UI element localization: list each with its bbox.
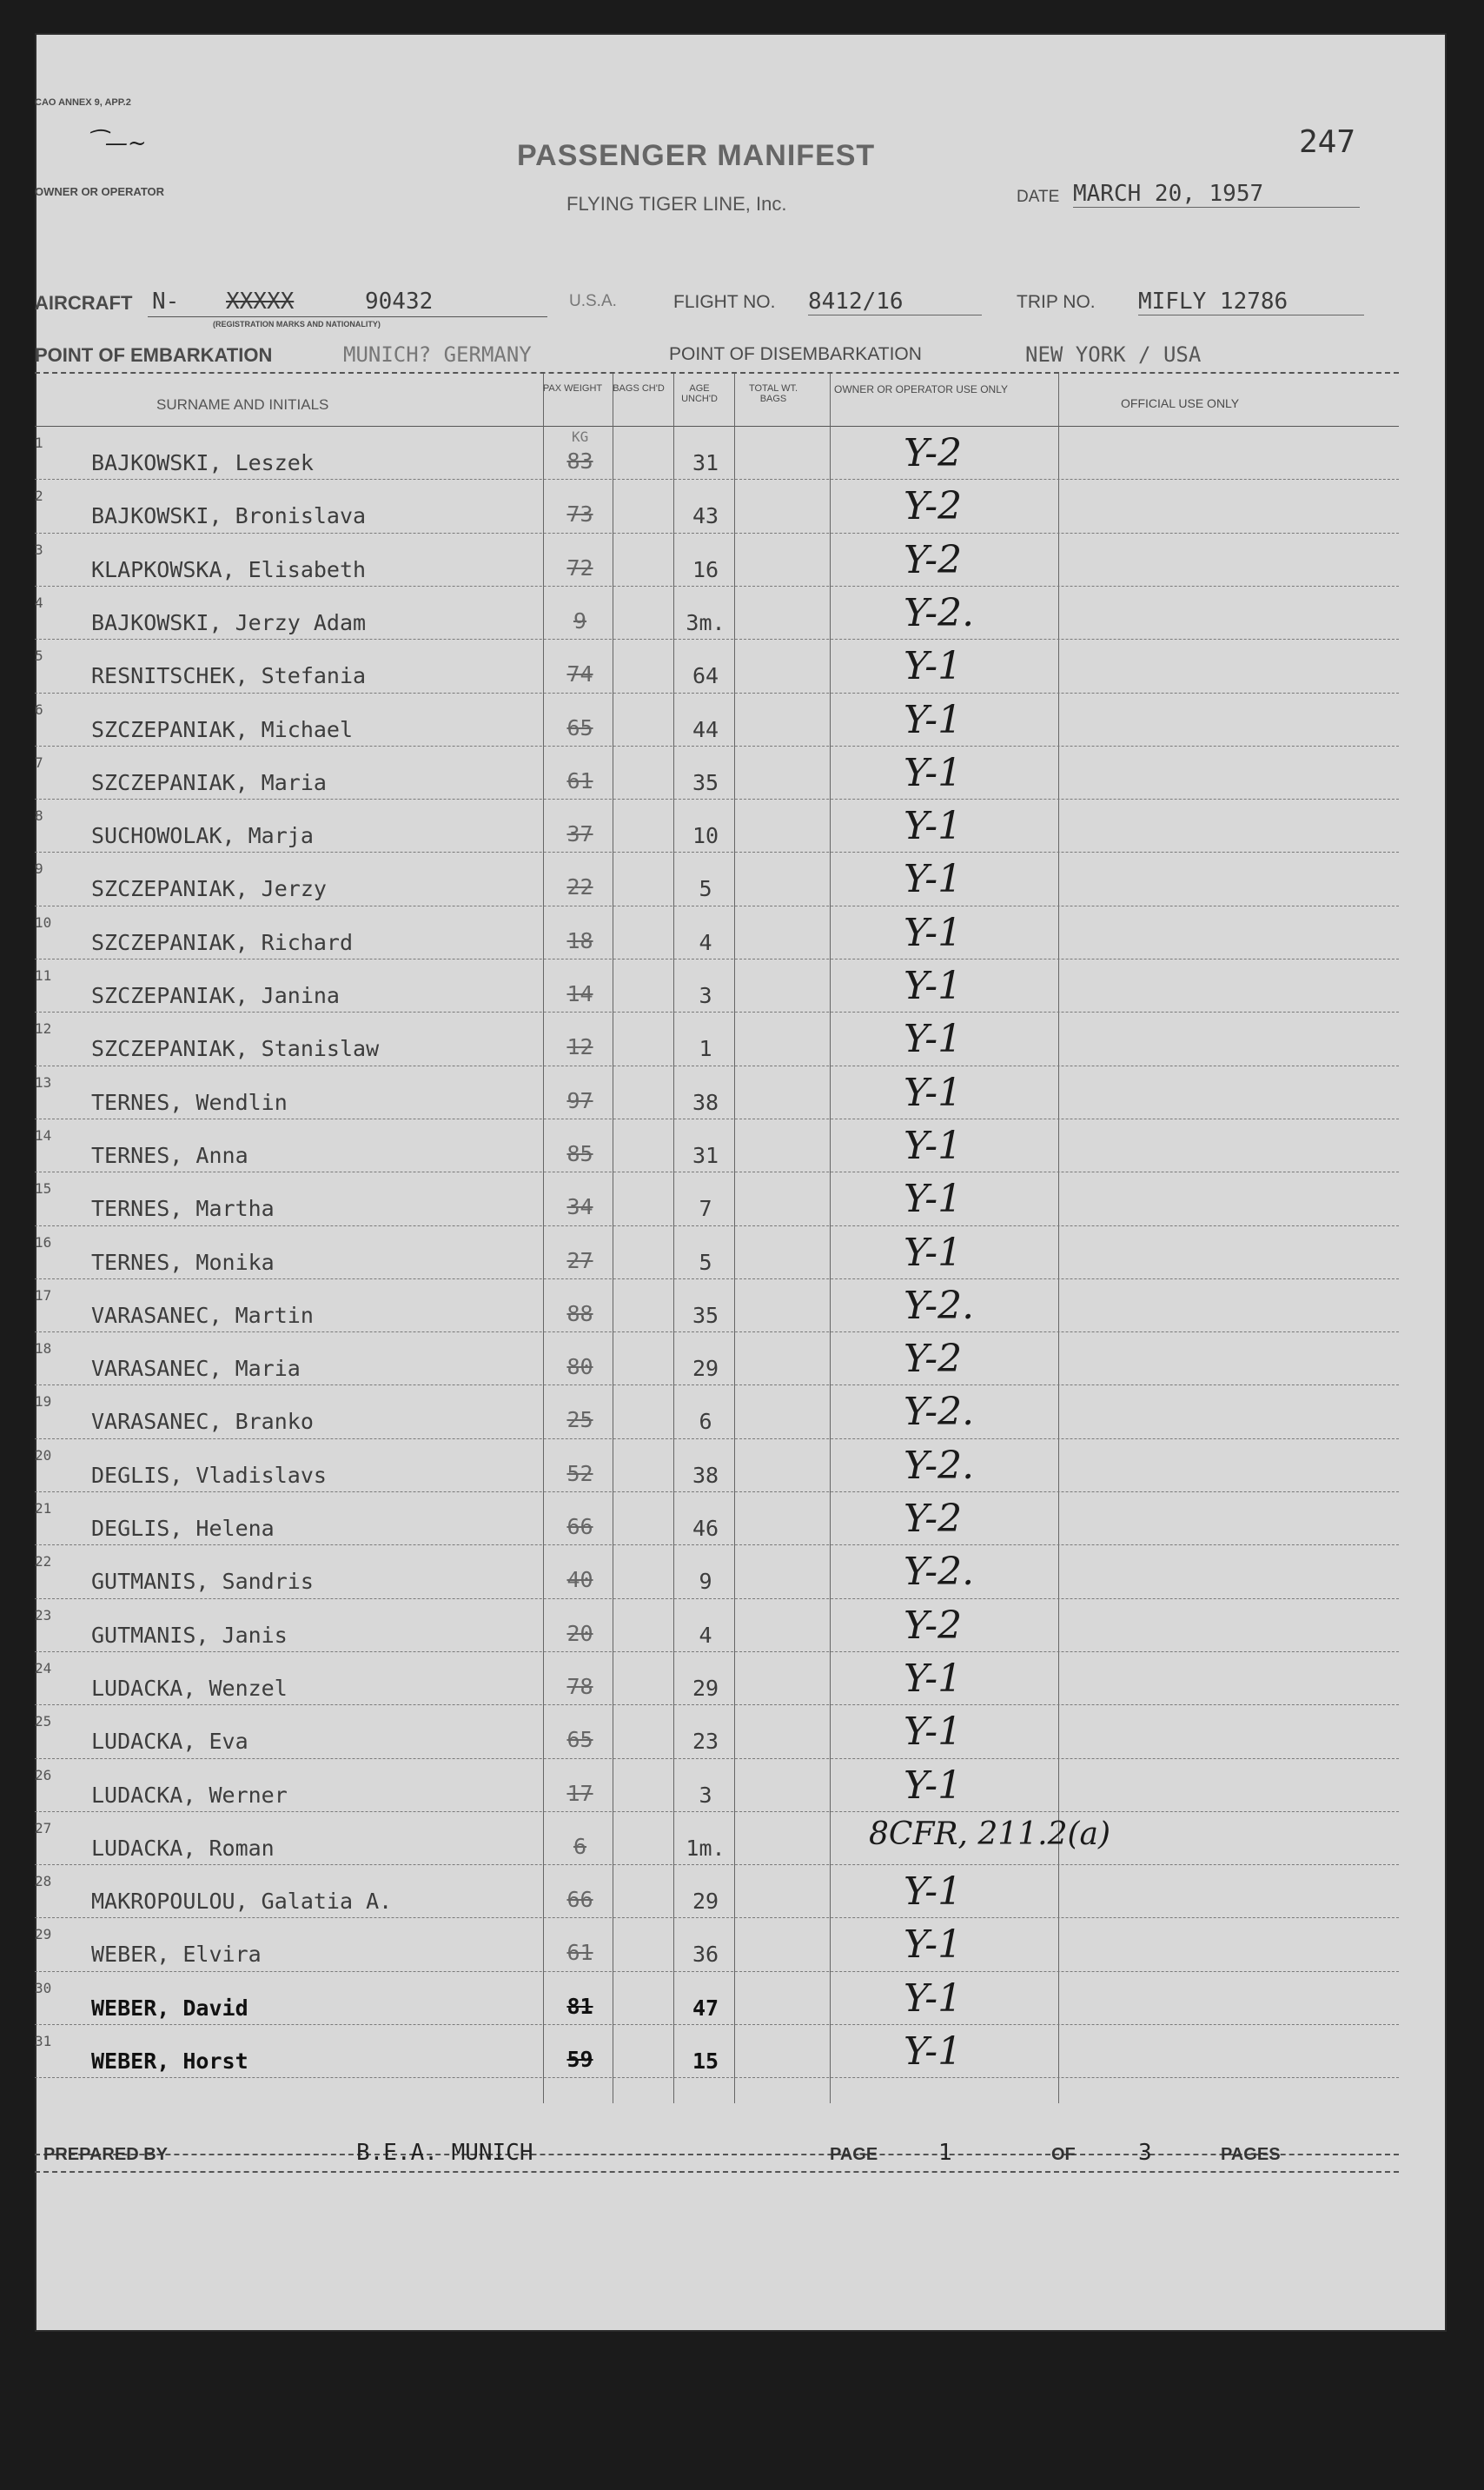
row-number: 13 [35,1073,52,1091]
owner-use-code: Y-1 [904,1869,963,1915]
pax-weight: 78 [566,1673,593,1699]
col-owner-use: OWNER OR OPERATOR USE ONLY [833,383,1009,395]
row-divider [35,1811,1399,1812]
owner-use-code: Y-2 [904,484,963,529]
passenger-name: RESNITSCHEK, Stefania [91,663,367,689]
row-number: 23 [35,1606,52,1623]
row-number: 15 [35,1180,52,1198]
passenger-name: TERNES, Anna [91,1142,248,1168]
row-divider [35,1331,1399,1332]
owner-use-code: Y-1 [904,910,963,955]
row-number: 2 [35,488,43,505]
row-number: 19 [35,1393,52,1411]
pax-weight: 17 [566,1780,593,1806]
row-divider [35,1225,1399,1226]
pax-weight: 72 [566,554,593,581]
passenger-age: 7 [699,1196,712,1222]
flight-value: 8412/16 [808,289,982,315]
passenger-name: LUDACKA, Roman [91,1835,275,1861]
passenger-age: 4 [699,929,712,955]
of-value: 3 [1138,2140,1152,2166]
trip-value: MIFLY 12786 [1138,289,1364,315]
passenger-name: TERNES, Monika [91,1249,275,1275]
passenger-name: LUDACKA, Eva [91,1729,248,1755]
owner-use-code: Y-1 [904,1975,963,2021]
row-divider [35,1438,1399,1439]
row-number: 25 [35,1713,52,1730]
row-number: 12 [35,1020,52,1038]
owner-use-code: Y-1 [904,1070,963,1115]
passenger-name: WEBER, Elvira [91,1942,262,1968]
passenger-age: 3m. [686,609,725,635]
passenger-name: VARASANEC, Branko [91,1409,314,1435]
pax-weight: 83 [566,448,593,474]
passenger-age: 4 [699,1622,712,1648]
owner-use-code: Y-2 [904,1337,963,1382]
pax-weight: 65 [566,1727,593,1753]
pax-weight: 34 [566,1194,593,1220]
row-divider [35,693,1399,694]
row-divider [35,1864,1399,1865]
pax-weight: 40 [566,1567,593,1593]
pax-weight: 20 [566,1620,593,1646]
passenger-name: GUTMANIS, Janis [91,1622,288,1648]
owner-use-code: Y-1 [904,1763,963,1808]
row-number: 16 [35,1233,52,1251]
col-pax-weight: PAX WEIGHT [542,383,603,394]
disembarkation-value: NEW YORK / USA [1025,342,1202,367]
owner-use-code: Y-2 [904,1497,963,1541]
owner-use-code: Y-2. [904,590,975,635]
row-divider [35,1544,1399,1545]
pax-weight: 25 [566,1407,593,1433]
owner-operator-label: OWNER OR OPERATOR [35,185,165,198]
passenger-age: 5 [699,876,712,902]
passenger-name: SZCZEPANIAK, Janina [91,983,340,1008]
row-number: 20 [35,1446,52,1464]
passenger-name: SUCHOWOLAK, Marja [91,823,314,849]
owner-use-code: Y-2. [904,1443,975,1488]
row-divider [35,1598,1399,1599]
prepared-by-label: PREPARED BY [43,2145,168,2164]
passenger-name: VARASANEC, Martin [91,1302,314,1328]
row-divider [35,2024,1399,2025]
row-number: 17 [35,1286,52,1304]
row-number: 8 [35,807,43,825]
row-divider [35,1704,1399,1705]
embarkation-value: MUNICH? GERMANY [343,342,532,367]
pax-weight: 61 [566,767,593,793]
col-surname: SURNAME AND INITIALS [156,396,329,413]
passenger-age: 29 [692,1356,719,1382]
row-number: 7 [35,754,43,771]
col-bags: BAGS CH'D [613,383,665,394]
owner-use-code: Y-2. [904,1550,975,1595]
row-divider [35,1651,1399,1652]
pax-weight: 97 [566,1087,593,1113]
owner-use-code: Y-1 [904,750,963,795]
passenger-name: BAJKOWSKI, Leszek [91,450,314,475]
passenger-name: TERNES, Martha [91,1196,275,1222]
owner-use-code: Y-1 [904,1123,963,1168]
owner-use-code: Y-1 [904,1017,963,1062]
row-number: 4 [35,594,43,611]
pax-weight: 85 [566,1140,593,1166]
owner-use-code: Y-1 [904,2029,963,2074]
company-name: FLYING TIGER LINE, Inc. [566,193,787,215]
row-divider [35,799,1399,800]
passenger-age: 1m. [686,1835,725,1861]
passenger-age: 16 [692,556,719,582]
row-number: 10 [35,913,52,931]
owner-use-code: Y-1 [904,857,963,902]
form-reference: CAO ANNEX 9, APP.2 [35,97,131,108]
owner-use-code: 8CFR, 211.2(a) [869,1816,1111,1852]
passenger-age: 35 [692,769,719,795]
passenger-name: LUDACKA, Wenzel [91,1675,288,1701]
passenger-age: 29 [692,1889,719,1915]
passenger-age: 3 [699,1782,712,1808]
row-divider [35,746,1399,747]
owner-use-code: Y-2 [904,431,963,475]
col-total-wt: TOTAL WT. BAGS [748,383,798,404]
row-number: 28 [35,1873,52,1890]
passenger-age: 35 [692,1302,719,1328]
row-divider [35,639,1399,640]
owner-use-code: Y-2. [904,1390,975,1435]
row-number: 14 [35,1126,52,1144]
pax-weight: 52 [566,1460,593,1486]
passenger-age: 10 [692,823,719,849]
passenger-name: SZCZEPANIAK, Richard [91,929,354,955]
aircraft-label: AIRCRAFT [35,292,133,314]
passenger-name: DEGLIS, Helena [91,1516,275,1541]
passenger-age: 23 [692,1729,719,1755]
pax-weight: 27 [566,1247,593,1273]
passenger-age: 5 [699,1249,712,1275]
passenger-name: SZCZEPANIAK, Stanislaw [91,1036,380,1062]
of-label: OF [1051,2145,1076,2164]
passenger-age: 46 [692,1516,719,1541]
row-number: 3 [35,541,43,558]
passenger-age: 3 [699,983,712,1008]
pax-weight: 65 [566,714,593,740]
kg-note: KG [572,428,589,445]
row-divider [35,1012,1399,1013]
passenger-name: BAJKOWSKI, Bronislava [91,503,367,529]
embarkation-label: POINT OF EMBARKATION [35,344,273,366]
passenger-age: 38 [692,1089,719,1115]
passenger-name: DEGLIS, Vladislavs [91,1462,327,1488]
row-number: 31 [35,2033,52,2049]
passenger-name: SZCZEPANIAK, Michael [91,716,354,742]
passenger-name: VARASANEC, Maria [91,1356,301,1382]
row-number: 24 [35,1659,52,1677]
owner-use-code: Y-2. [904,1283,975,1328]
aircraft-struck: XXXXX [226,289,295,315]
prepared-by-value: B.E.A. MUNICH [356,2140,533,2166]
row-divider [35,2077,1399,2078]
row-divider [35,533,1399,534]
row-number: 6 [35,701,43,718]
row-number: 1 [35,435,43,451]
owner-use-code: Y-1 [904,804,963,849]
row-divider [35,1971,1399,1972]
passenger-name: KLAPKOWSKA, Elisabeth [91,556,367,582]
manifest-sheet [35,33,1447,2332]
row-number: 11 [35,967,52,984]
registration-note: (REGISTRATION MARKS AND NATIONALITY) [213,320,381,329]
row-number: 29 [35,1926,52,1943]
country: U.S.A. [569,292,617,310]
row-divider [35,1758,1399,1759]
passenger-age: 64 [692,663,719,689]
trip-label: TRIP NO. [1017,292,1096,312]
pax-weight: 18 [566,927,593,953]
owner-use-code: Y-1 [904,1922,963,1968]
passenger-age: 44 [692,716,719,742]
row-number: 21 [35,1500,52,1517]
pax-weight: 88 [566,1300,593,1326]
owner-use-code: Y-1 [904,697,963,742]
passenger-name: SZCZEPANIAK, Jerzy [91,876,327,902]
passenger-name: GUTMANIS, Sandris [91,1569,314,1595]
owner-use-code: Y-1 [904,1177,963,1222]
date-value: MARCH 20, 1957 [1073,181,1360,208]
passenger-age: 1 [699,1036,712,1062]
manifest-title: PASSENGER MANIFEST [517,139,876,172]
pax-weight: 66 [566,1887,593,1913]
pax-weight: 66 [566,1514,593,1539]
flight-label: FLIGHT NO. [673,292,776,312]
owner-use-code: Y-1 [904,1710,963,1755]
page-label: PAGE [830,2145,878,2164]
pax-weight: 73 [566,501,593,528]
row-divider [35,1384,1399,1385]
page-value: 1 [938,2140,952,2166]
passenger-age: 9 [699,1569,712,1595]
pax-weight: 37 [566,821,593,847]
pax-weight: 80 [566,1354,593,1380]
pax-weight: 59 [566,2047,593,2072]
owner-use-code: Y-2 [904,537,963,582]
col-official-use: OFFICIAL USE ONLY [1121,396,1240,410]
pax-weight: 81 [566,1993,593,2019]
pax-weight: 22 [566,874,593,900]
passenger-name: LUDACKA, Werner [91,1782,288,1808]
page-number: 247 [1299,124,1356,160]
aircraft-value: 90432 [365,289,434,315]
passenger-age: 15 [692,2048,719,2074]
date-label: DATE [1017,188,1060,206]
row-number: 9 [35,860,43,878]
row-divider [35,1491,1399,1492]
passenger-name: WEBER, David [91,1995,248,2021]
owner-use-code: Y-1 [904,1230,963,1275]
row-divider [35,1917,1399,1918]
passenger-name: WEBER, Horst [91,2048,248,2074]
pax-weight: 74 [566,661,593,687]
pax-weight: 61 [566,1940,593,1966]
col-age: AGE UNCH'D [681,383,718,404]
passenger-age: 36 [692,1942,719,1968]
passenger-age: 29 [692,1675,719,1701]
pax-weight: 14 [566,981,593,1006]
passenger-age: 6 [699,1409,712,1435]
passenger-name: SZCZEPANIAK, Maria [91,769,327,795]
owner-use-code: Y-2 [904,1603,963,1648]
passenger-name: BAJKOWSKI, Jerzy Adam [91,609,367,635]
passenger-name: MAKROPOULOU, Galatia A. [91,1889,393,1915]
passenger-age: 47 [692,1995,719,2021]
passenger-age: 38 [692,1462,719,1488]
owner-use-code: Y-1 [904,1656,963,1701]
row-divider [35,586,1399,587]
pax-weight: 9 [573,608,587,634]
passenger-name: TERNES, Wendlin [91,1089,288,1115]
pax-weight: 12 [566,1034,593,1060]
row-number: 30 [35,1979,52,1996]
row-number: 5 [35,647,43,665]
row-divider [35,852,1399,853]
row-number: 18 [35,1340,52,1358]
passenger-age: 31 [692,450,719,475]
disembarkation-label: POINT OF DISEMBARKATION [669,344,922,364]
passenger-age: 43 [692,503,719,529]
owner-use-code: Y-1 [904,964,963,1008]
aircraft-prefix: N- [152,289,180,315]
row-divider [35,1278,1399,1279]
passenger-age: 31 [692,1142,719,1168]
scribble-mark: ⁀—~ [87,130,147,156]
row-number: 22 [35,1553,52,1570]
row-number: 27 [35,1819,52,1836]
row-divider [35,479,1399,480]
pax-weight: 6 [573,1833,587,1859]
owner-use-code: Y-1 [904,644,963,689]
row-number: 26 [35,1766,52,1783]
pages-label: PAGES [1221,2145,1281,2164]
